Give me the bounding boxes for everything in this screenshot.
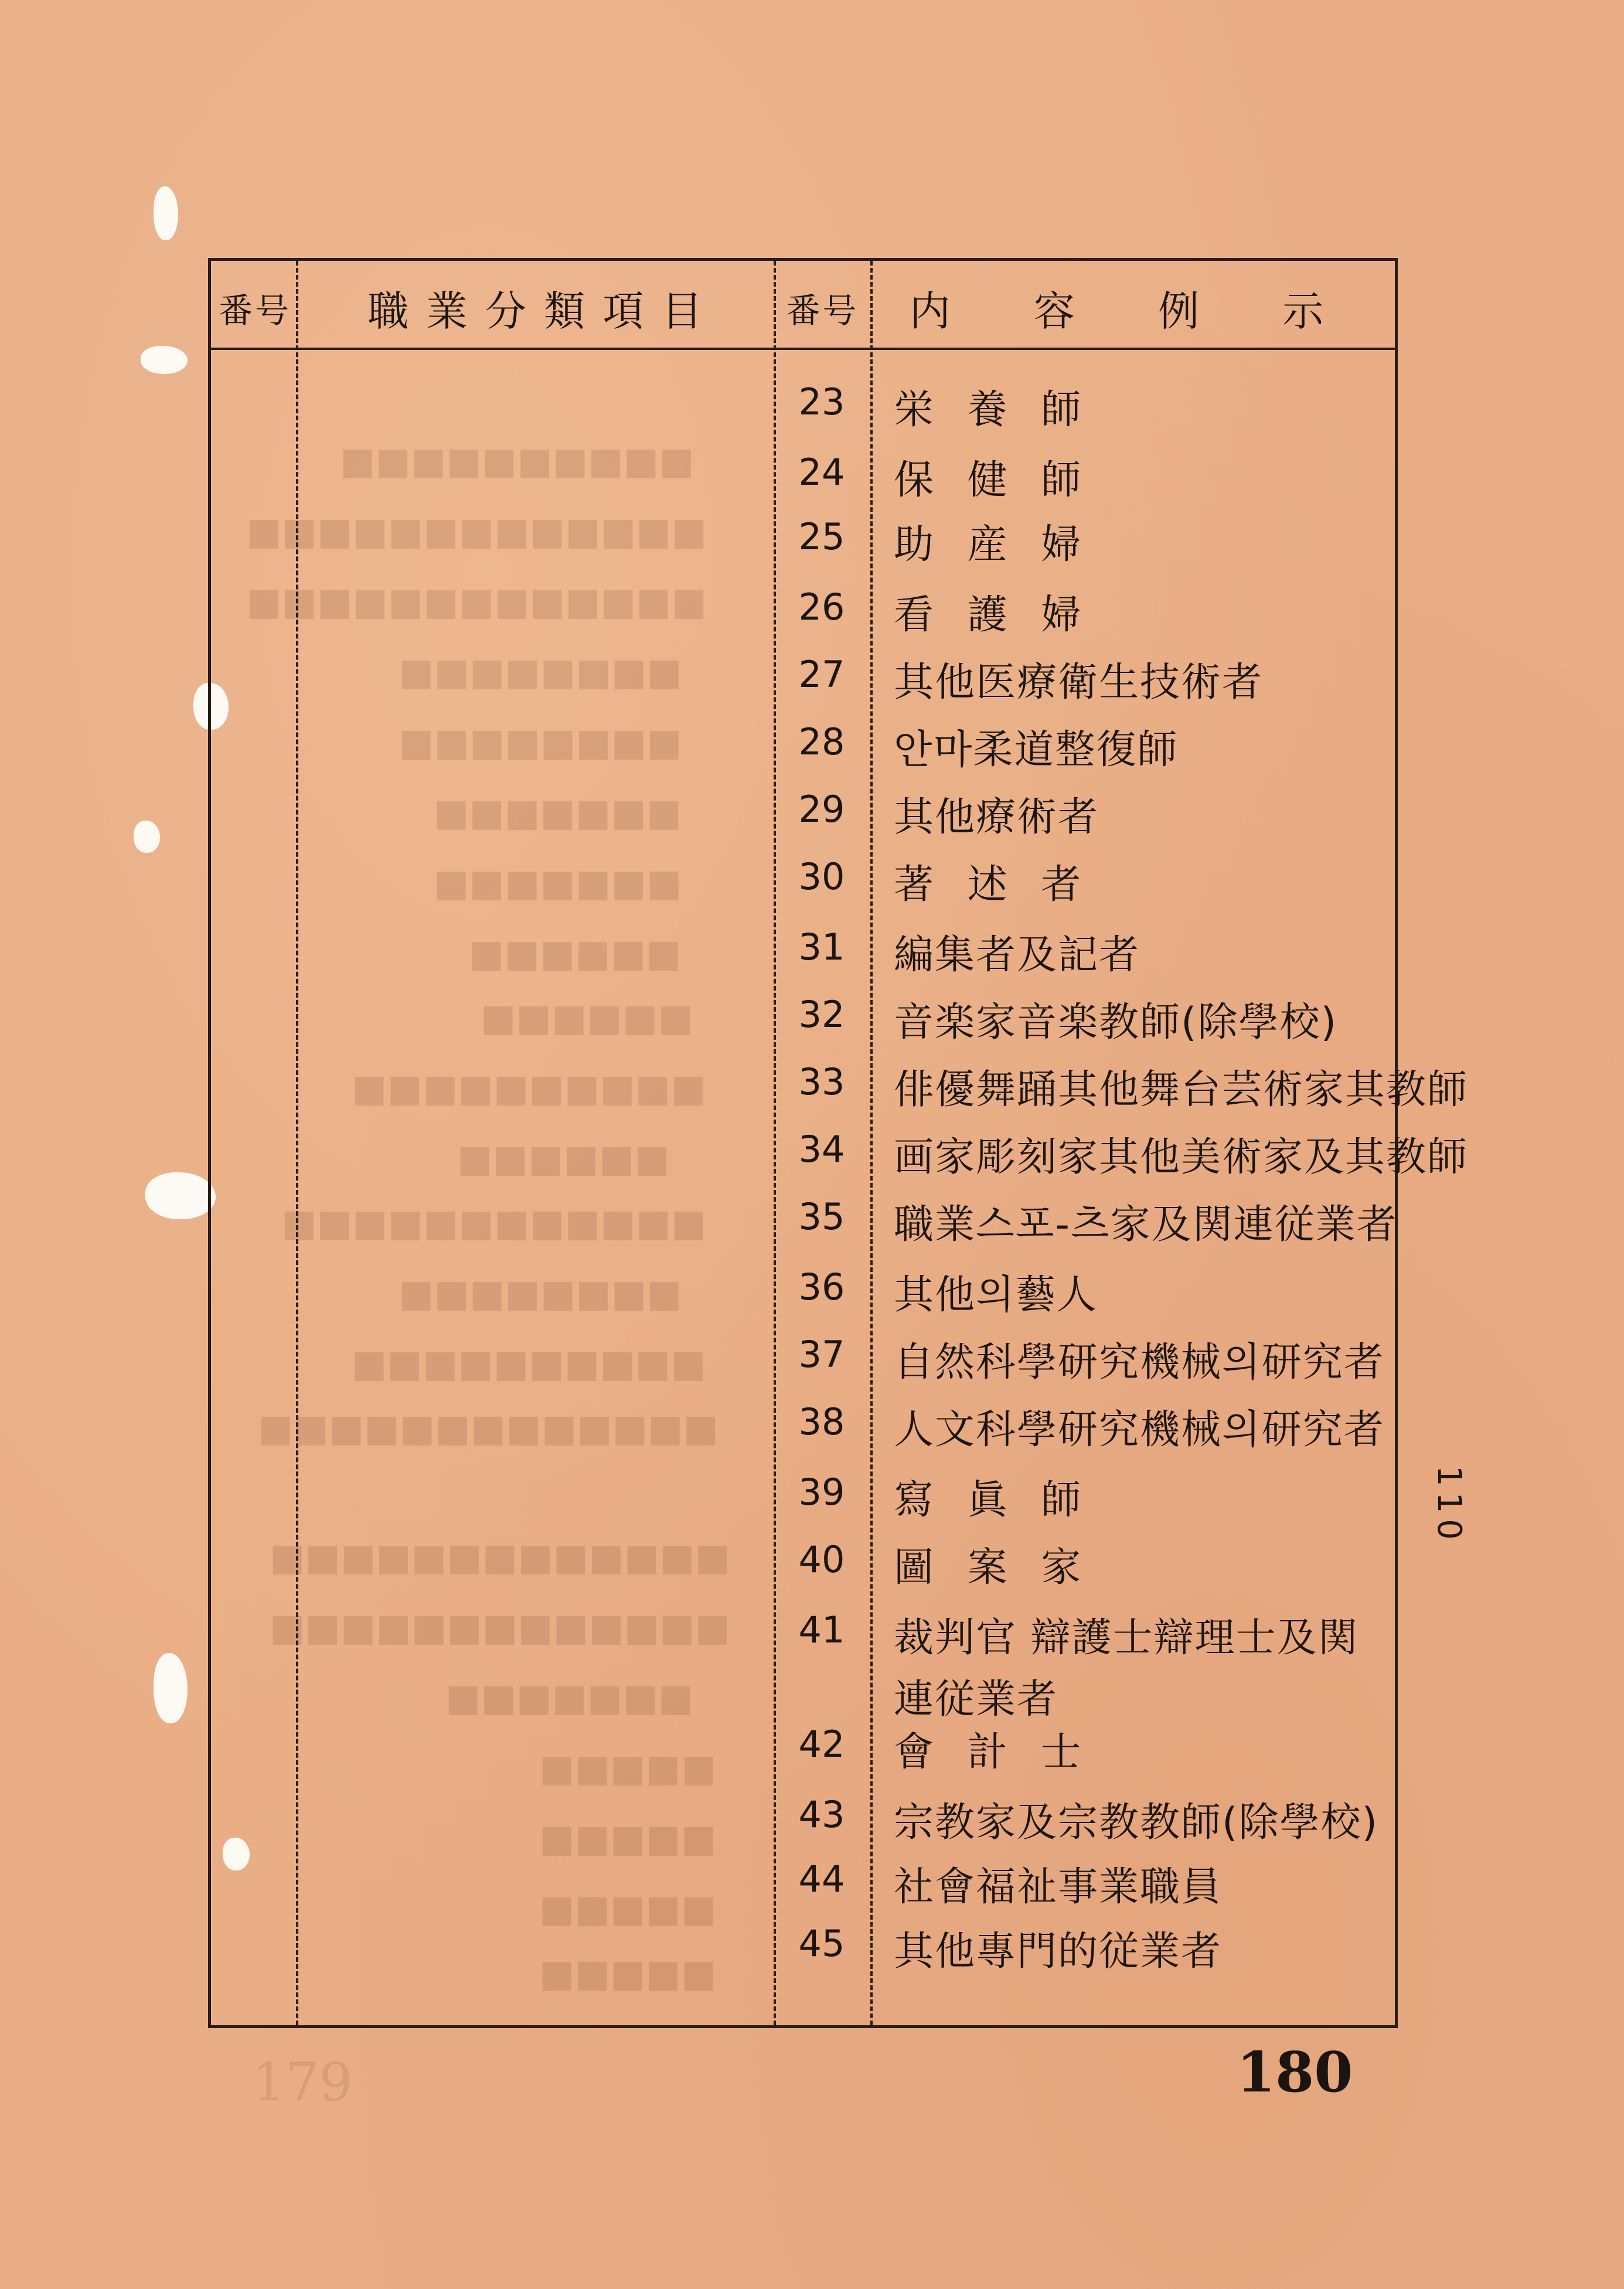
row-number: 26 [798,586,845,628]
show-through-text: ■■■■■■■■■■■■■ [246,510,707,553]
row-number: 35 [798,1195,845,1238]
row-example-text: 栄 養 師 [894,387,1092,433]
row-example-text: 其他專門的従業者 [894,1929,1223,1975]
binding-hole [154,1653,188,1723]
row-number: 40 [798,1538,845,1581]
row-example-text: 其他의藝人 [894,1272,1098,1318]
show-through-text: ■■■■■■■■■■■■■ [270,1536,731,1579]
row-example-text: 裁判官 辯護士辯理士及関 [894,1615,1359,1661]
row-example-text: 俳優舞踊其他舞台芸術家其教師 [894,1067,1469,1113]
show-through-text: ■■■■■ [539,1887,717,1931]
row-number: 32 [798,993,845,1036]
row-number: 24 [798,451,845,494]
row-example-text: 著 述 者 [894,862,1092,908]
row-example-text: 其他医療衛生技術者 [894,659,1264,706]
show-through-page-number: 179 [252,2052,353,2113]
show-through-text: ■■■■■ [539,1952,717,1995]
row-number: 30 [798,855,845,898]
show-through-text: ■■■■■■ [469,932,682,975]
show-through-text: ■■■■■■■■■■ [352,1067,706,1110]
show-through-text: ■■■■■■■■■■■■ [281,1202,707,1245]
row-number: 39 [798,1471,845,1513]
column-divider [774,261,776,2025]
row-example-text: 圖 案 家 [894,1545,1092,1591]
row-number: 36 [798,1266,845,1308]
row-number: 43 [798,1793,845,1836]
show-through-text: ■■■■■■■■ [399,1272,682,1315]
row-number: 31 [798,926,845,968]
row-example-text: 其他療術者 [894,794,1099,841]
row-number: 28 [798,720,845,763]
row-example-text: 寫 眞 師 [894,1477,1092,1523]
row-number: 38 [798,1400,845,1443]
header-examples: 内 容 例 示 [909,287,1359,335]
row-example-text: 助 産 婦 [894,522,1092,568]
show-through-text: ■■■■■■■ [434,791,682,835]
row-example-text: 宗教家及宗教教師(除學校) [894,1800,1379,1846]
row-example-text: 職業스포-츠家及関連従業者 [894,1202,1398,1248]
header-category: 職 業 分 類 項 目 [367,287,705,335]
column-divider [870,261,873,2025]
row-number: 23 [798,380,845,423]
row-example-text: 人文科學研究機械의研究者 [894,1407,1385,1453]
binding-hole [145,1172,216,1219]
show-through-text: ■■■■■■■ [445,1676,694,1720]
side-number: 110 [1430,1465,1468,1546]
binding-hole [141,346,188,374]
show-through-text: ■■■■■■■■ [399,721,682,764]
row-number: 34 [798,1128,845,1171]
show-through-text: ■■■■■■■■■■■■■ [270,1606,731,1649]
show-through-text: ■■■■■■■■■■■■■ [246,580,707,624]
row-number: 29 [798,788,845,831]
show-through-text: ■■■■■ [539,1747,717,1790]
row-number: 33 [798,1060,845,1103]
binding-hole [154,186,178,240]
row-number: 37 [798,1333,845,1376]
row-number: 42 [798,1723,845,1766]
row-number: 44 [798,1858,845,1900]
header-number-left: 番号 [218,291,291,331]
show-through-text: ■■■■■■ [481,996,693,1040]
header-divider [211,348,1395,350]
row-number: 41 [798,1608,845,1651]
row-example-text: 自然科學研究機械의研究者 [894,1339,1385,1386]
row-number: 25 [798,515,845,558]
show-through-text: ■■■■■■■■■■ [352,1342,706,1386]
row-example-text: 社會福祉事業職員 [894,1864,1223,1910]
show-through-text: ■■■■■■ [457,1137,670,1181]
row-example-text: 會 計 士 [894,1729,1092,1776]
row-example-text: 編集者及記者 [894,932,1140,978]
show-through-text: ■■■■■■■■■■ [340,440,694,483]
show-through-text: ■■■■■■■■ [399,651,682,694]
show-through-text: ■■■■■■■ [434,862,682,905]
show-through-text: ■■■■■ [539,1817,717,1861]
page-number: 180 [1237,2040,1353,2105]
show-through-text: ■■■■■■■■■■■■■ [258,1407,719,1450]
row-number: 27 [798,653,845,696]
column-divider [296,261,298,2025]
row-example-text-continued: 連従業者 [894,1676,1058,1723]
row-example-text: 안마柔道整復師 [894,727,1179,773]
row-example-text: 音楽家音楽教師(除學校) [894,999,1338,1046]
binding-hole [134,821,160,853]
row-example-text: 看 護 婦 [894,592,1092,638]
row-example-text: 画家彫刻家其他美術家及其教師 [894,1134,1469,1181]
header-number-right: 番号 [786,291,859,331]
row-example-text: 保 健 師 [894,457,1092,504]
row-number: 45 [798,1922,845,1965]
